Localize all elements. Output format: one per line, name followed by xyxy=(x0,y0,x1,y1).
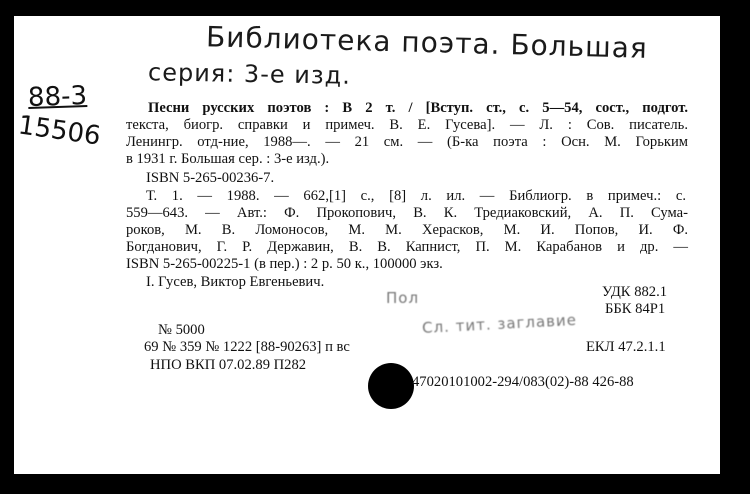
publisher-line: НПО ВКП 07.02.89 П282 xyxy=(150,357,307,373)
entry-line-4: в 1931 г. Большая сер. : 3-е изд.). xyxy=(126,151,330,167)
handwritten-series-line-2: серия: 3-е изд. xyxy=(147,58,352,90)
shelfmark-2: 15506 xyxy=(16,110,103,152)
classification-code: 47020101002-294/083(02)-88 426-88 xyxy=(412,374,634,390)
catalog-card xyxy=(14,16,720,474)
entry-line-1-text: Песни русских поэтов : В 2 т. / [Вступ. ст., с. 5—54, сост., подгот. xyxy=(148,100,688,116)
shelfmark-1: 88-3 xyxy=(27,80,88,114)
handwritten-series-line-1: Библиотека поэта. Большая xyxy=(205,20,649,65)
volume-line-5: ISBN 5-265-00225-1 (в пер.) : 2 р. 50 к., 100000 экз. xyxy=(126,256,443,272)
entry-line-1 xyxy=(148,100,688,116)
bbk: ББК 84Р1 xyxy=(605,301,666,317)
order-line: 69 № 359 № 1222 [88-90263] п вс xyxy=(144,339,350,355)
volume-line-2: 559—643. — Авт.: Ф. Прокопович, В. К. Тредиаковский, А. П. Сума- xyxy=(126,205,688,221)
isbn-set: ISBN 5-265-00236-7. xyxy=(146,170,275,186)
card-number: № 5000 xyxy=(158,322,205,338)
entry-line-2: текста, биогр. справки и примеч. В. Е. Гусева]. — Л. : Сов. писатель. xyxy=(126,117,688,133)
punch-hole xyxy=(368,363,414,409)
volume-line-4: Богданович, Г. Р. Державин, В. В. Капнист, П. М. Карабанов и др. — xyxy=(126,239,688,255)
faint-stamp-text-2: Сл. тит. заглавие xyxy=(421,310,578,338)
udk: УДК 882.1 xyxy=(602,284,668,300)
entry-line-3: Ленингр. отд-ние, 1988—. — 21 см. — (Б-ка поэта : Осн. М. Горьким xyxy=(126,134,688,150)
ekl: ЕКЛ 47.2.1.1 xyxy=(586,339,666,355)
tracing: I. Гусев, Виктор Евгеньевич. xyxy=(146,274,325,290)
volume-line-3: роков, М. В. Ломоносов, М. М. Херасков, М. И. Попов, И. Ф. xyxy=(126,222,688,238)
faint-stamp-text-1: Пол xyxy=(386,289,420,307)
volume-line-1: Т. 1. — 1988. — 662,[1] с., [8] л. ил. — Библиогр. в примеч.: с. xyxy=(146,188,686,204)
